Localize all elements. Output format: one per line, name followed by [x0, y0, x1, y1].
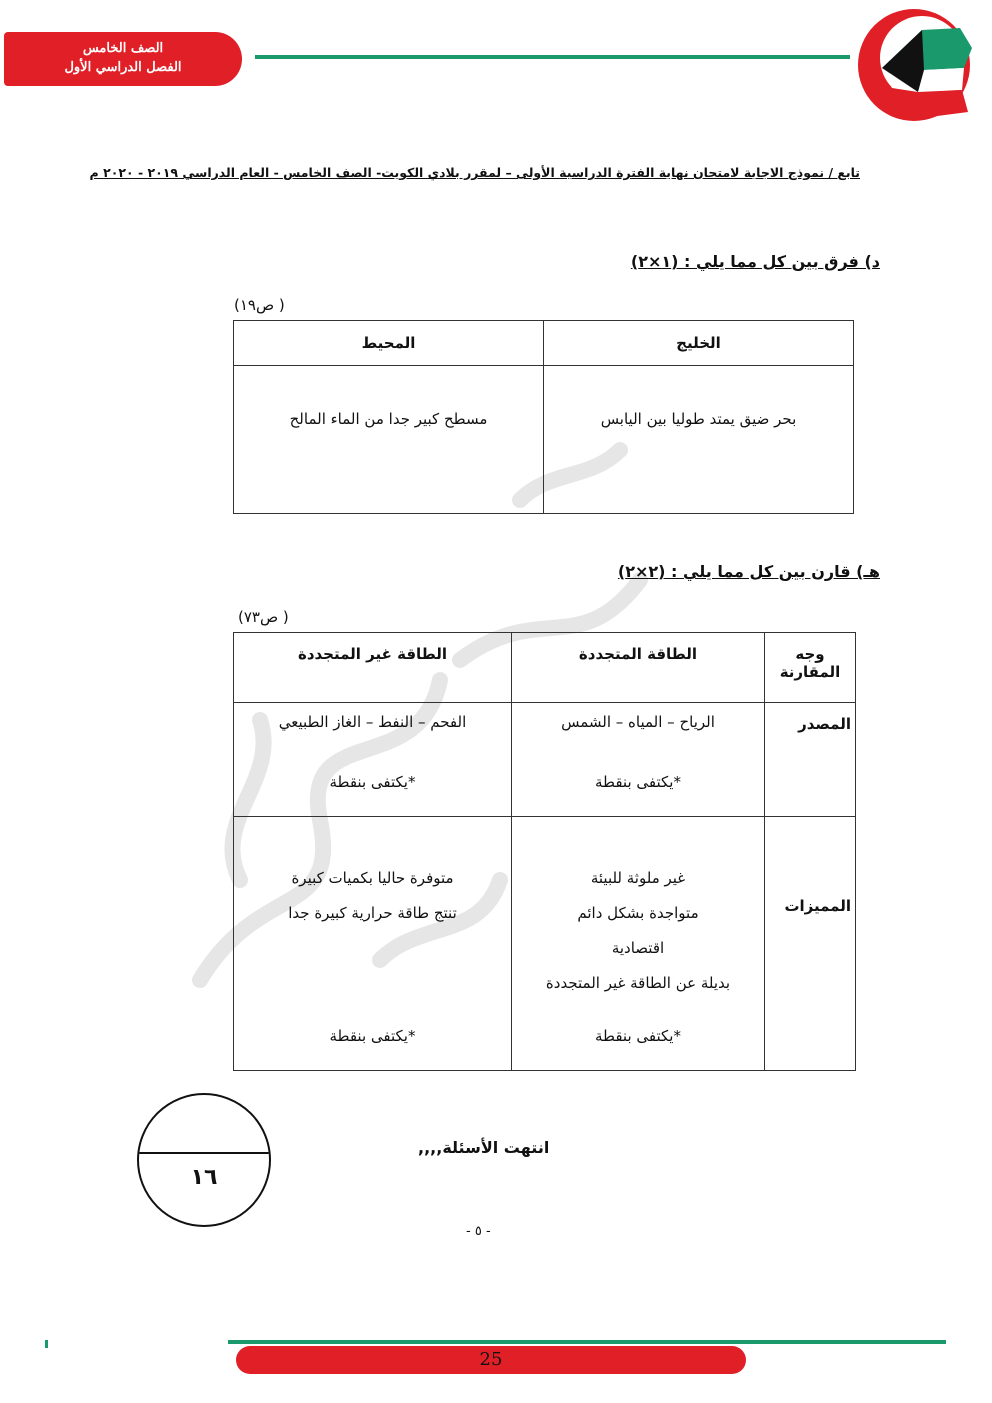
- ocean-definition: مسطح كبير جدا من الماء المالح: [234, 366, 544, 514]
- section-h-title: هـ) قارن بين كل مما يلي : (٢×٢): [617, 562, 880, 581]
- score-circle: [137, 1093, 271, 1227]
- gulf-definition: بحر ضيق يمتد طوليا بين اليابس: [544, 366, 854, 514]
- features-nonrenewable-note: *يكتفى بنقطة: [329, 1027, 416, 1045]
- header-nonrenewable: الطاقة غير المتجددة: [234, 633, 512, 703]
- grade-label: الصف الخامس: [82, 41, 164, 56]
- end-of-questions: انتهت الأسئلة,,,,: [418, 1138, 550, 1157]
- section-d-ref: ( ص١٩): [234, 296, 285, 314]
- row-source-label: المصدر: [765, 703, 856, 817]
- exam-subtitle: تابع / نموذج الاجابة لامتحان نهاية الفترة الدراسية الأولى – لمقرر بلادي الكويت- الصف الخامس - العام الدراسي ٢٠١٩ - ٢٠٢٠ م: [89, 165, 860, 180]
- header-renewable: الطاقة المتجددة: [512, 633, 765, 703]
- header-ocean: المحيط: [234, 321, 544, 366]
- header-divider: [255, 55, 850, 59]
- inner-page-number: - ٥ -: [466, 1224, 491, 1239]
- features-renewable-cell: [512, 817, 765, 1071]
- kuwait-map-logo: [852, 8, 980, 122]
- source-renewable-cell: [512, 703, 765, 817]
- page-number: 25: [236, 1346, 746, 1374]
- features-nonrenewable-cell: [234, 817, 512, 1071]
- feature-nonrenewable-item: تنتج طاقة حرارية كبيرة جدا: [288, 904, 457, 922]
- row-features-label: المميزات: [765, 817, 856, 1071]
- feature-renewable-item: غير ملوثة للبيئة: [590, 869, 686, 887]
- section-d-title: د) فرق بين كل مما يلي : (١×٢): [630, 252, 880, 271]
- footer-divider: [228, 1340, 946, 1344]
- score-divider: [139, 1152, 269, 1154]
- source-renewable-note: *يكتفى بنقطة: [595, 773, 681, 791]
- section-h-ref: ( ص٧٣): [238, 608, 289, 626]
- grade-badge: [4, 32, 242, 86]
- gulf-ocean-table: [233, 320, 854, 514]
- header-comparison-aspect: وجه المقارنة: [765, 633, 856, 703]
- footer-tick: [45, 1340, 48, 1348]
- features-renewable-note: *يكتفى بنقطة: [595, 1027, 681, 1045]
- score-value: ١٦: [190, 1165, 218, 1190]
- feature-renewable-item: متواجدة بشكل دائم: [577, 904, 699, 922]
- source-nonrenewable-note: *يكتفى بنقطة: [329, 773, 416, 791]
- feature-renewable-item: اقتصادية: [611, 939, 665, 957]
- source-renewable: الرياح – المياه – الشمس: [561, 713, 715, 731]
- feature-nonrenewable-item: متوفرة حاليا بكميات كبيرة: [291, 869, 454, 887]
- source-nonrenewable-cell: [234, 703, 512, 817]
- feature-renewable-item: بديلة عن الطاقة غير المتجددة: [545, 974, 731, 992]
- energy-comparison-table: [233, 632, 856, 1071]
- header-gulf: الخليج: [544, 321, 854, 366]
- semester-label: الفصل الدراسي الأول: [64, 60, 182, 75]
- source-nonrenewable: الفحم – النفط – الغاز الطبيعي: [278, 713, 467, 731]
